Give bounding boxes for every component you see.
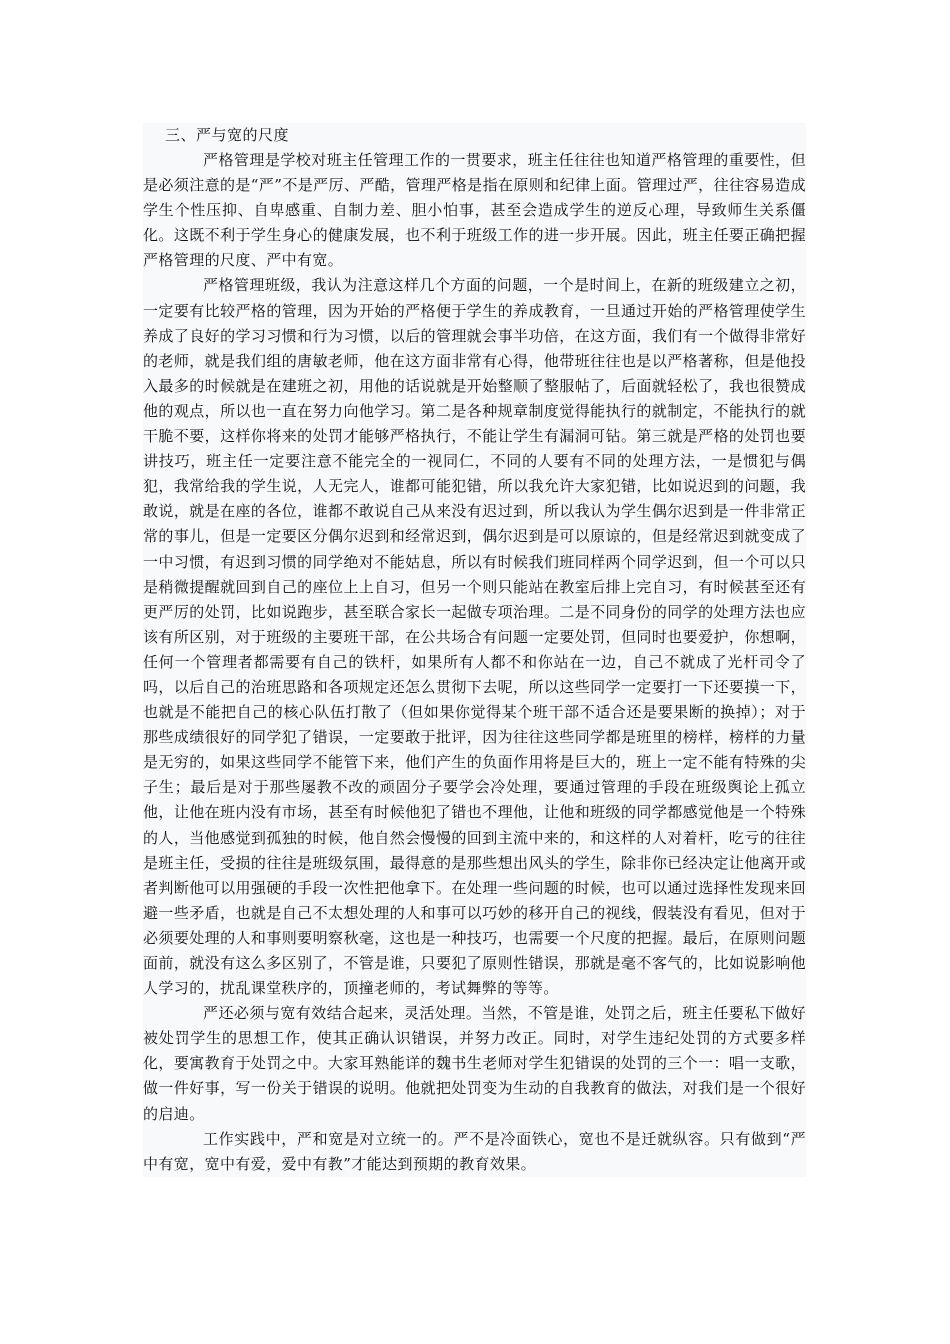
section-heading: 三、严与宽的尺度 <box>165 126 290 144</box>
paragraph-3: 严还必须与宽有效结合起来，灵活处理。当然，不管是谁，处罚之后，班主任要私下做好被处罚学生的思想工作，使其正确认识错误，并努力改正。同时，对学生违纪处罚的方式要多样化，要寓教育于处罚之中。大家耳熟能详的魏书生老师对学生犯错误的处罚的三个一：唱一支歌，做一件好事，写一份关于错误的说明。他就把处罚变为生动的自我教育的做法，对我们是一个很好的启迪。 <box>143 1004 806 1123</box>
text-block <box>143 123 806 1177</box>
paragraph-1: 严格管理是学校对班主任管理工作的一贯要求，班主任往往也知道严格管理的重要性，但是必须注意的是“严”不是严厉、严酷，管理严格是指在原则和纪律上面。管理过严，往往容易造成学生个性压抑、自卑感重、自制力差、胆小怕事，甚至会造成学生的逆反心理，导致师生关系僵化。这既不利于学生身心的健康发展，也不利于班级工作的进一步开展。因此，班主任要正确把握严格管理的尺度、严中有宽。 <box>143 151 806 270</box>
paragraph-4: 工作实践中，严和宽是对立统一的。严不是冷面铁心，宽也不是迁就纵容。只有做到“严中有宽，宽中有爱，爱中有教”才能达到预期的教育效果。 <box>143 1129 806 1173</box>
paragraph-2: 严格管理班级，我认为注意这样几个方面的问题，一个是时间上，在新的班级建立之初，一定要有比较严格的管理，因为开始的严格便于学生的养成教育，一旦通过开始的严格管理使学生养成了良好的学习习惯和行为习惯，以后的管理就会事半功倍，在这方面，我们有一个做得非常好的老师，就是我们组的唐敏老师，他在这方面非常有心得，他带班往往也是以严格著称，但是他投入最多的时候就是在建班之初，用他的话说就是开始整顺了整服帖了，后面就轻松了，我也很赞成他的观点，所以也一直在努力向他学习。第二是各种规章制度觉得能执行的就制定，不能执行的就干脆不要，这样你将来的处罚才能够严格执行，不能让学生有漏洞可钻。第三就是严格的处罚也要讲技巧，班主任一定要注意不能完全的一视同仁，不同的人要有不同的处理方法，一是惯犯与偶犯，我常给我的学生说，人无完人，谁都可能犯错，所以我允许大家犯错，比如说迟到的问题，我敢说，就是在座的各位，谁都不敢说自己从来没有迟过到，所以我认为学生偶尔迟到是一件非常正常的事儿，但是一定要区分偶尔迟到和经常迟到，偶尔迟到是可以原谅的，但是经常迟到就变成了一中习惯，有迟到习惯的同学绝对不能姑息，所以有时候我们班同样两个同学迟到，但一个可以只是稍微提醒就回到自己的座位上上自习，但另一个则只能站在教室后排上完自习，有时候甚至还有更严厉的处罚，比如说跑步，甚至联合家长一起做专项治理。二是不同身份的同学的处理方法也应该有所区别，对于班级的主要班干部，在公共场合有问题一定要处罚，但同时也要爱护，你想啊，任何一个管理者都需要有自己的铁杆，如果所有人都不和你站在一边，自己不就成了光杆司令了吗，以后自己的治班思路和各项规定还怎么贯彻下去呢，所以这些同学一定要打一下还要摸一下，也就是不能把自己的核心队伍打散了（但如果你觉得某个班干部不适合还是要果断的换掉）；对于那些成绩很好的同学犯了错误，一定要敢于批评，因为往往这些同学都是班里的榜样，榜样的力量是无穷的，如果这些同学不能管下来，他们产生的负面作用将是巨大的，班上一定不能有特殊的尖子生；最后是对于那些屡教不改的顽固分子要学会冷处理，要通过管理的手段在班级舆论上孤立他，让他在班内没有市场，甚至有时候他犯了错也不理他，让他和班级的同学都感觉他是一个特殊的人，当他感觉到孤独的时候，他自然会慢慢的回到主流中来的，和这样的人对着杆，吃亏的往往是班主任，受损的往往是班级氛围，最得意的是那些想出风头的学生，除非你已经决定让他离开或者判断他可以用强硬的手段一次性把他拿下。在处理一些问题的时候，也可以通过选择性发现来回避一些矛盾，也就是自己不太想处理的人和事可以巧妙的移开自己的视线，假装没有看见，但对于必须要处理的人和事则要明察秋毫，这也是一种技巧，也需要一个尺度的把握。最后，在原则问题面前，就没有这么多区别了，不管是谁，只要犯了原则性错误，那就是毫不客气的，比如说影响他人学习的，扰乱课堂秩序的，顶撞老师的，考试舞弊的等等。 <box>143 276 806 998</box>
